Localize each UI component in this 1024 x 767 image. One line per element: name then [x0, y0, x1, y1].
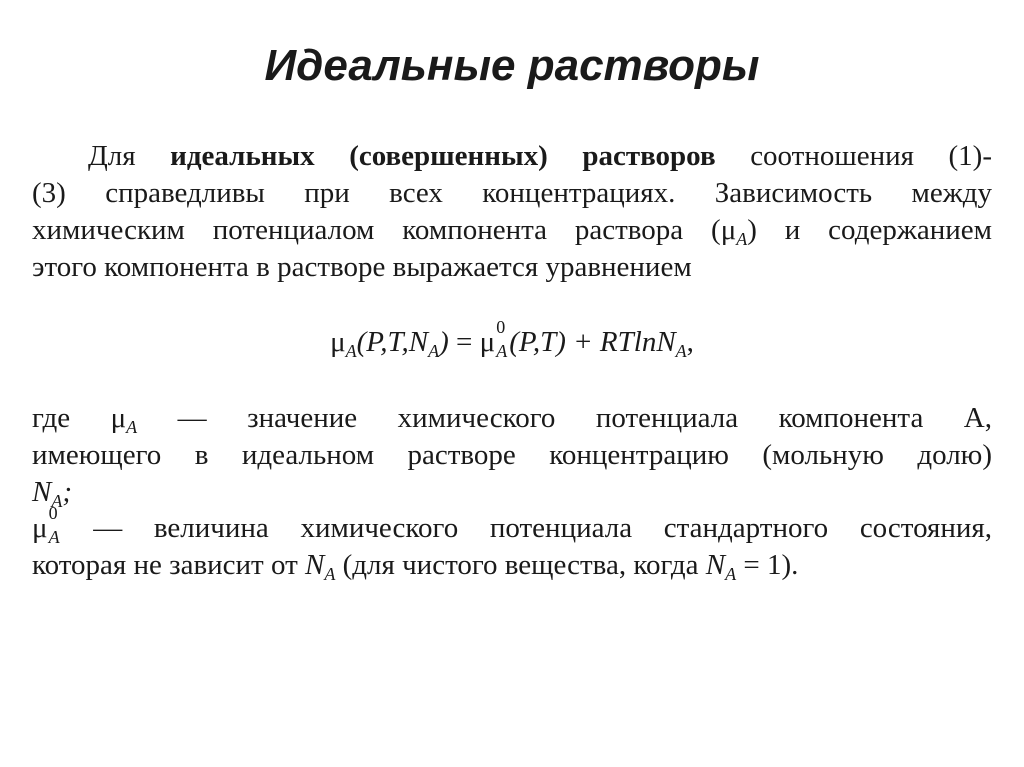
def2-line-2-c: = 1). — [736, 549, 799, 581]
formula-tail: , — [686, 326, 694, 358]
def1-line-1-b: — значение химического потенциала компонента А, — [137, 402, 993, 434]
intro-line-1 — [32, 138, 992, 175]
formula-mu: μ — [330, 326, 346, 358]
formula-equals: = — [448, 326, 480, 358]
formula-sub-a3: A — [496, 341, 508, 361]
def1-line-3-n: N — [32, 476, 52, 508]
intro-line-4: этого компонента в растворе выражается уравнением — [32, 251, 692, 283]
def2-line-2-sub2: A — [725, 564, 737, 584]
def2-sub-a: A — [48, 527, 60, 547]
formula-sub-a: A — [345, 341, 357, 361]
def1-line-2: имеющего в идеальном растворе концентрацию (мольную долю) — [32, 439, 992, 471]
def2-line-2-n: N — [305, 549, 325, 581]
def2-line-1-rest: — величина химического потенциала стандартного состояния, — [61, 512, 992, 544]
formula-sub-a4: A — [675, 341, 687, 361]
intro-paragraph — [32, 138, 992, 286]
formula-close-1: ) — [439, 326, 449, 358]
def1-line-1-a: где μ — [32, 402, 127, 434]
page-title: Идеальные растворы — [264, 41, 760, 90]
intro-line-3-sub: A — [736, 229, 748, 249]
def2-mu: μ — [32, 512, 48, 544]
intro-line-1-rest: соотношения (1)- — [750, 140, 992, 172]
def1-line-1 — [32, 400, 992, 437]
def2-line-2-n2: N — [705, 549, 726, 581]
def2-supsub — [48, 503, 62, 547]
def1-line-3-sub: A — [51, 491, 63, 511]
definition-mu0-a — [32, 503, 992, 584]
def2-sup-0: 0 — [48, 503, 58, 523]
intro-line-3 — [32, 212, 992, 249]
formula-args-2: (P,T) + RTlnN — [509, 326, 676, 358]
intro-line-3-b: ) и содержанием — [747, 214, 992, 246]
chemical-potential-formula — [0, 317, 1024, 362]
formula-supsub — [495, 317, 509, 361]
intro-bold-term: идеальных (совершенных) растворов — [170, 140, 716, 172]
def1-line-1-sub: A — [126, 417, 138, 437]
def1-line-3 — [32, 474, 992, 511]
formula-mu0: μ — [479, 326, 496, 358]
formula-sub-a2: A — [428, 341, 440, 361]
intro-lead: Для — [88, 140, 136, 172]
intro-line-2: (3) справедливы при всех концентрациях. Зависимость между — [32, 177, 992, 209]
def2-line-2-a: которая не зависит от — [32, 549, 306, 581]
formula-args-1: (P,T,N — [356, 326, 429, 358]
def2-line-1 — [32, 503, 992, 547]
intro-line-3-a: химическим потенциалом компонента раствора (μ — [32, 214, 737, 246]
formula-sup-0: 0 — [496, 317, 506, 337]
def2-line-2 — [32, 547, 992, 584]
def2-line-2-sub: A — [324, 564, 336, 584]
def1-line-3-tail: ; — [62, 476, 73, 508]
definition-mu-a — [32, 400, 992, 511]
def2-line-2-b: (для чистого вещества, когда — [335, 549, 706, 581]
